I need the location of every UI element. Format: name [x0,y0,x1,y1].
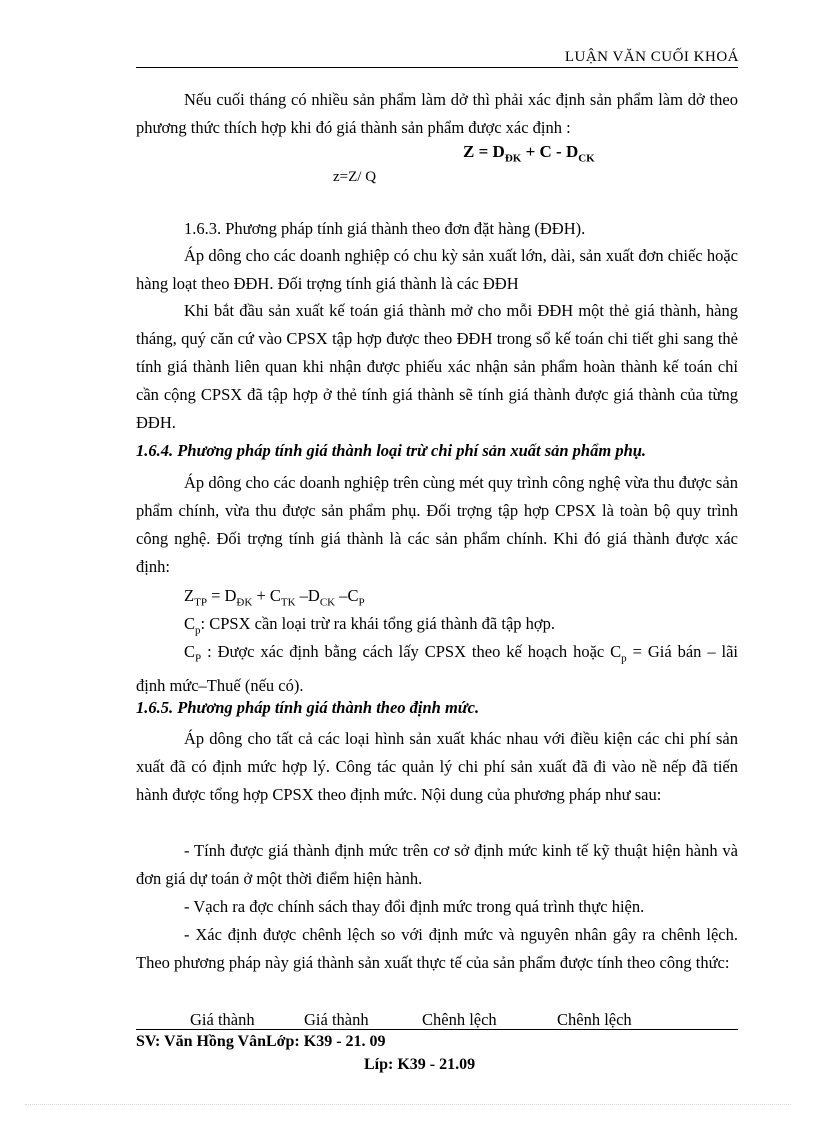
formula-unit-cost: z=Z/ Q [333,169,377,185]
paragraph-1-6-3-b: Khi bắt đầu sản xuất kế toán giá thành mở cho mỗi ĐĐH một thẻ giá thành, hàng tháng, quý căn cứ vào CPSX tập hợp được theo ĐĐH trong sổ kế toán chi tiết ghi sang thẻ tính giá thành liên quan khi nhận được phiếu xác nhận sản phẩm hoàn thành kế toán chỉ cần cộng CPSX đã tập hợp ở thẻ tính giá thành sẽ tính giá thành được giá thành của từng ĐĐH. [136,301,738,432]
bullet-standard-cost: - Tính được giá thành định mức trên cơ sở định mức kinh tế kỹ thuật hiện hành và đơn giá dự toán ở một thời điểm hiện hành. [136,841,738,888]
section-1-6-4-heading: 1.6.4. Phương pháp tính giá thành loại trừ chi phí sản xuất sản phẩm phụ. [136,441,647,460]
running-header: LUẬN VĂN CUỐI KHOÁ [564,49,739,65]
header-rule [136,67,738,68]
col-label-2: Giá thành [304,1010,369,1029]
footer-class-line: Líp: K39 - 21.09 [364,1056,476,1073]
bullet-variance: - Xác định được chênh lệch so với định mức và nguyên nhân gây ra chênh lệch. Theo phương pháp này giá thành sản xuất thực tế của sản phẩm được tính theo công thức: [136,925,738,972]
col-label-4: Chênh lệch [557,1010,632,1029]
formula-main-product-cost: $Z_{TP} = D_{ĐK} + C_{TK}$ $-D_{CK}$ $-C_P$ [184,586,365,609]
paragraph-1-6-3-a: Áp dông cho các doanh nghiệp có chu kỳ sản xuất lớn, dài, sản xuất đơn chiếc hoặc hàng loạt theo ĐĐH. Đối trợng tính giá thành là các ĐĐH [136,246,738,293]
byproduct-cost-definition-2: $C_P$ : Được xác định bằng cách lấy CPSX theo kế hoạch hoặc $C_p$ = Giá bán – lãi định mức–Thuế (nếu có). [136,642,738,696]
section-1-6-5-heading: 1.6.5. Phương pháp tính giá thành theo định mức. [136,698,480,717]
section-1-6-3-title: 1.6.3. Phương pháp tính giá thành theo đơn đặt hàng (ĐĐH). [184,219,586,238]
col-label-3: Chênh lệch [422,1010,497,1029]
paragraph-1-6-5-a: Áp dông cho tất cả các loại hình sản xuất khác nhau với điều kiện các chi phí sản xuất đã có định mức hợp lý. Công tác quản lý chi phí sản xuất đã đi vào nề nếp đã tiến hành được tổng hợp CPSX theo định mức. Nội dung của phương pháp như sau: [136,729,738,804]
footer-rule [136,1029,738,1030]
formula-column-labels [136,1006,738,1028]
paragraph-1-6-4-a: Áp dông cho các doanh nghiệp trên cùng mét quy trình công nghệ vừa thu được sản phẩm chính, vừa thu được sản phẩm phụ. Đối trợng tập hợp CPSX là toàn bộ quy trình công nghệ. Đối trợng tính giá thành là các sản phẩm chính. Khi đó giá thành được xác định: [136,473,738,576]
col-label-1: Giá thành [190,1010,255,1029]
byproduct-cost-definition-1: $C_p$: CPSX cần loại trừ ra khái tổng giá thành đã tập hợp. [184,614,555,637]
formula-total-cost: $Z = D_{ĐK} + C - D_{CK}$ [463,142,595,165]
page-bottom-border [25,1104,791,1105]
paragraph-intro: Nếu cuối tháng có nhiều sản phẩm làm dở thì phải xác định sản phẩm làm dở theo phương thức thích hợp khi đó giá thành sản phẩm được xác định : [136,90,738,137]
bullet-policy-change: - Vạch ra đợc chính sách thay đổi định mức trong quá trình thực hiện. [184,897,645,916]
footer-student-line: SV: Văn Hồng VânLớp: K39 - 21. 09 [136,1033,386,1050]
